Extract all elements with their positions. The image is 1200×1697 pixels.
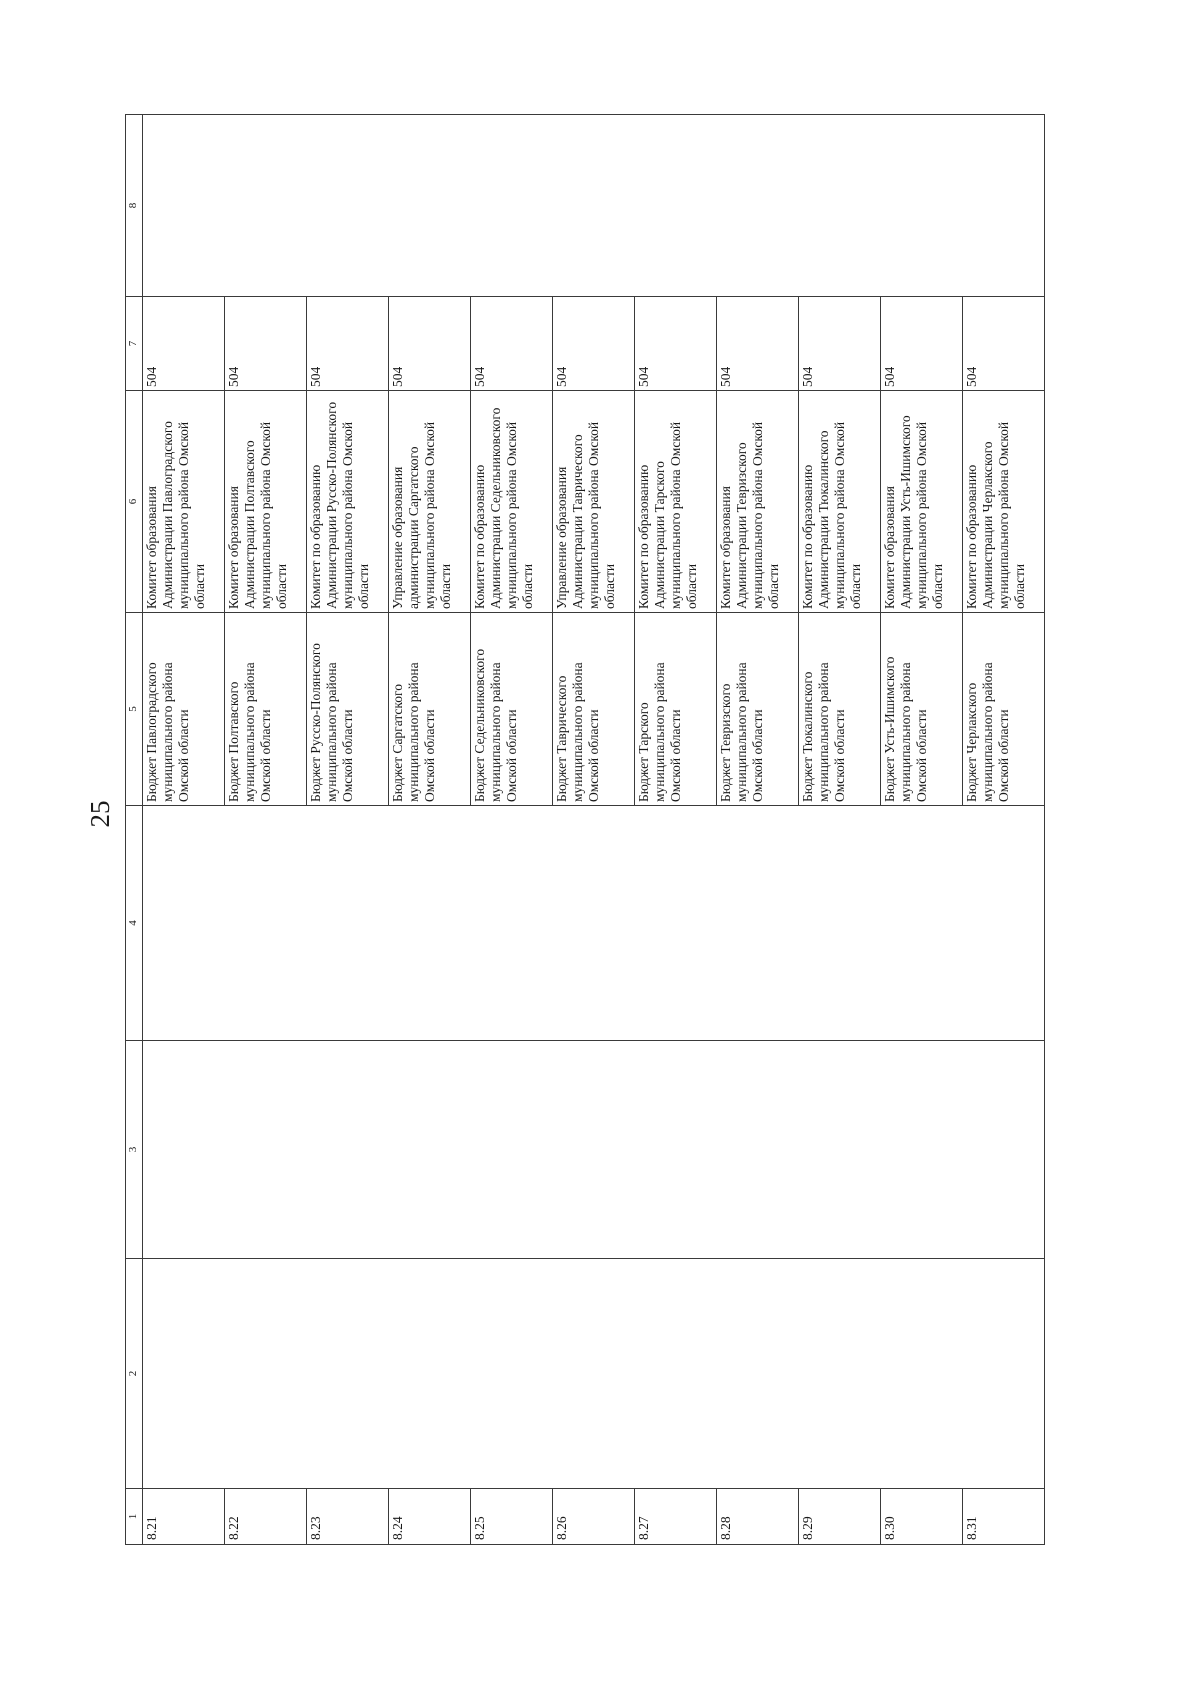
row-number: 8.21	[143, 1489, 225, 1545]
budget-name: Бюджет Саргатского муниципального района Омской области	[389, 613, 471, 806]
row-number: 8.31	[963, 1489, 1045, 1545]
column-3-merged-cell	[143, 1041, 1045, 1259]
budget-name: Бюджет Русско-Полянского муниципального района Омской области	[307, 613, 389, 806]
header-col-5: 5	[126, 613, 143, 806]
admin-code: 504	[143, 297, 225, 391]
admin-code: 504	[553, 297, 635, 391]
budget-name: Бюджет Тарского муниципального района Омской области	[635, 613, 717, 806]
admin-code: 504	[963, 297, 1045, 391]
page-number: 25	[85, 800, 115, 828]
row-number: 8.23	[307, 1489, 389, 1545]
table-row	[143, 115, 225, 1545]
budget-name: Бюджет Тевризского муниципального района Омской области	[717, 613, 799, 806]
budget-name: Бюджет Тюкалинского муниципального района Омской области	[799, 613, 881, 806]
admin-code: 504	[307, 297, 389, 391]
administrator-name: Комитет по образованию Администрации Русско-Полянского муниципального района Омской области	[307, 391, 389, 613]
admin-code: 504	[471, 297, 553, 391]
column-4-merged-cell	[143, 806, 1045, 1041]
administrator-name: Комитет образования Администрации Павлоградского муниципального района Омской области	[143, 391, 225, 613]
admin-code: 504	[799, 297, 881, 391]
row-number: 8.28	[717, 1489, 799, 1545]
administrator-name: Комитет образования Администрации Усть-Ишимского муниципального района Омской области	[881, 391, 963, 613]
header-col-2: 2	[126, 1259, 143, 1489]
row-number: 8.30	[881, 1489, 963, 1545]
administrator-name: Комитет образования Администрации Полтавского муниципального района Омской области	[225, 391, 307, 613]
header-col-1: 1	[126, 1489, 143, 1545]
row-number: 8.25	[471, 1489, 553, 1545]
admin-code: 504	[389, 297, 471, 391]
administrator-name: Комитет по образованию Администрации Тюкалинского муниципального района Омской области	[799, 391, 881, 613]
administrator-name: Комитет образования Администрации Тевризского муниципального района Омской области	[717, 391, 799, 613]
column-2-merged-cell	[143, 1259, 1045, 1489]
budget-name: Бюджет Черлакского муниципального района Омской области	[963, 613, 1045, 806]
budget-name: Бюджет Павлоградского муниципального района Омской области	[143, 613, 225, 806]
header-col-8: 8	[126, 115, 143, 297]
administrator-name: Управление образования администрации Саргатского муниципального района Омской области	[389, 391, 471, 613]
administrator-name: Комитет по образованию Администрации Черлакского муниципального района Омской области	[963, 391, 1045, 613]
header-col-6: 6	[126, 391, 143, 613]
admin-code: 504	[635, 297, 717, 391]
budget-name: Бюджет Усть-Ишимского муниципального района Омской области	[881, 613, 963, 806]
row-number: 8.27	[635, 1489, 717, 1545]
admin-code: 504	[717, 297, 799, 391]
header-col-3: 3	[126, 1041, 143, 1259]
header-col-7: 7	[126, 297, 143, 391]
administrator-name: Комитет по образованию Администрации Тарского муниципального района Омской области	[635, 391, 717, 613]
header-row	[126, 115, 143, 1545]
column-8-merged-cell	[143, 115, 1045, 297]
administrator-name: Управление образования Администрации Таврического муниципального района Омской области	[553, 391, 635, 613]
budget-name: Бюджет Седельниковского муниципального района Омской области	[471, 613, 553, 806]
row-number: 8.29	[799, 1489, 881, 1545]
budget-name: Бюджет Таврического муниципального района Омской области	[553, 613, 635, 806]
row-number: 8.26	[553, 1489, 635, 1545]
row-number: 8.22	[225, 1489, 307, 1545]
table-container	[125, 115, 1045, 1545]
administrator-name: Комитет по образованию Администрации Седельниковского муниципального района Омской области	[471, 391, 553, 613]
header-col-4: 4	[126, 806, 143, 1041]
row-number: 8.24	[389, 1489, 471, 1545]
budget-name: Бюджет Полтавского муниципального района Омской области	[225, 613, 307, 806]
budget-table	[125, 114, 1045, 1545]
admin-code: 504	[225, 297, 307, 391]
admin-code: 504	[881, 297, 963, 391]
